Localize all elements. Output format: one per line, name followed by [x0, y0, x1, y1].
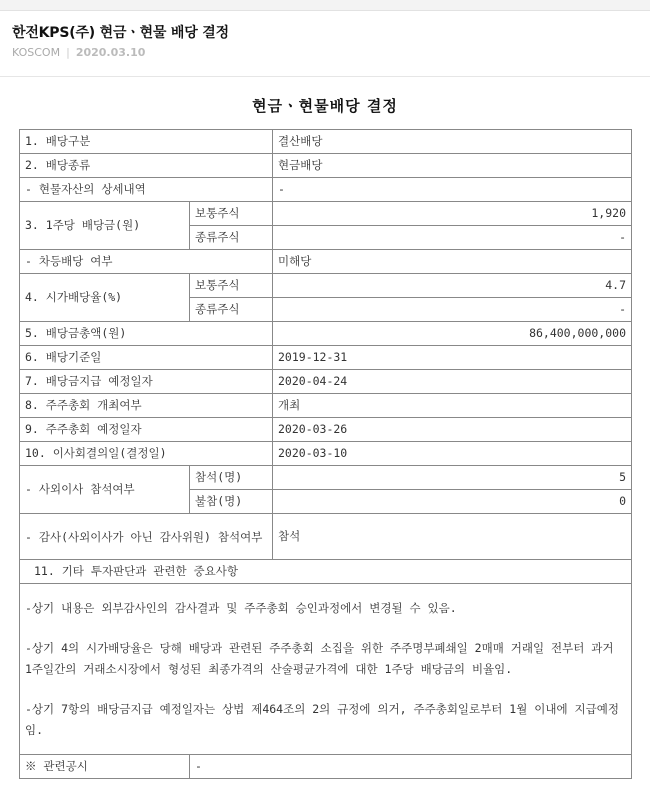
row-value: 개최: [273, 394, 632, 418]
row-label: 5. 배당금총액(원): [20, 322, 273, 346]
row-label: - 감사(사외이사가 아닌 감사위원) 참석여부: [20, 514, 273, 560]
sub-label: 종류주식: [190, 298, 273, 322]
meta-separator: |: [66, 46, 70, 59]
note-paragraph: -상기 내용은 외부감사인의 감사결과 및 주주총회 승인과정에서 변경될 수 있음.: [25, 600, 457, 615]
row-value: -: [190, 755, 632, 779]
table-row: [20, 250, 632, 274]
table-row: [20, 442, 632, 466]
row-value: 1,920: [273, 202, 632, 226]
table-row: [20, 202, 632, 226]
publish-date: 2020.03.10: [75, 46, 146, 59]
row-label: - 차등배당 여부: [20, 250, 273, 274]
table-row: [20, 560, 632, 584]
sub-label: 보통주식: [190, 274, 273, 298]
notes-cell: [20, 584, 632, 755]
row-value: 참석: [273, 514, 632, 560]
row-label: 7. 배당금지급 예정일자: [20, 370, 273, 394]
row-value: 2020-03-26: [273, 418, 632, 442]
row-value: 5: [273, 466, 632, 490]
row-value: 2019-12-31: [273, 346, 632, 370]
table-row: [20, 274, 632, 298]
row-label: 11. 기타 투자판단과 관련한 중요사항: [20, 560, 632, 584]
row-value: 결산배당: [273, 130, 632, 154]
row-value: -: [273, 178, 632, 202]
row-value: -: [273, 226, 632, 250]
article-title: 한전KPS(주) 현금ㆍ현물 배당 결정: [12, 25, 229, 41]
row-label: 4. 시가배당율(%): [20, 274, 190, 322]
table-row: [20, 346, 632, 370]
row-label: 3. 1주당 배당금(원): [20, 202, 190, 250]
row-label: ※ 관련공시: [20, 755, 190, 779]
article-header: [0, 10, 650, 77]
table-row: [20, 514, 632, 560]
table-row: [20, 466, 632, 490]
table-row: [20, 755, 632, 779]
sub-label: 보통주식: [190, 202, 273, 226]
row-value: 미해당: [273, 250, 632, 274]
row-label: 6. 배당기준일: [20, 346, 273, 370]
row-value: 현금배당: [273, 154, 632, 178]
row-label: 9. 주주총회 예정일자: [20, 418, 273, 442]
sub-label: 불참(명): [190, 490, 273, 514]
row-value: 4.7: [273, 274, 632, 298]
source-label: KOSCOM: [12, 46, 61, 59]
row-value: 2020-03-10: [273, 442, 632, 466]
row-label: 8. 주주총회 개최여부: [20, 394, 273, 418]
notes-row: [20, 584, 632, 755]
table-row: [20, 322, 632, 346]
table-row: [20, 130, 632, 154]
row-label: 1. 배당구분: [20, 130, 273, 154]
table-row: [20, 394, 632, 418]
sub-label: 종류주식: [190, 226, 273, 250]
row-label: 2. 배당종류: [20, 154, 273, 178]
document-title: 현금ㆍ현물배당 결정: [252, 97, 398, 115]
note-paragraph: -상기 4의 시가배당율은 당해 배당과 관련된 주주총회 소집을 위한 주주명부폐쇄일 2매매 거래일 전부터 과거 1주일간의 거래소시장에서 형성된 최종가격의 산술평균가격에 대한 1주당 배당금의 비율임.: [25, 640, 614, 676]
article-meta: [12, 46, 145, 59]
table-row: [20, 418, 632, 442]
table-row: [20, 154, 632, 178]
table-row: [20, 178, 632, 202]
row-value: 86,400,000,000: [273, 322, 632, 346]
note-paragraph: -상기 7항의 배당금지급 예정일자는 상법 제464조의 2의 규정에 의거, 주주총회일로부터 1월 이내에 지급예정임.: [25, 701, 619, 737]
row-label: - 현물자산의 상세내역: [20, 178, 273, 202]
row-label: 10. 이사회결의일(결정일): [20, 442, 273, 466]
row-value: 0: [273, 490, 632, 514]
disclosure-table: [19, 129, 632, 779]
row-value: 2020-04-24: [273, 370, 632, 394]
row-label: - 사외이사 참석여부: [20, 466, 190, 514]
sub-label: 참석(명): [190, 466, 273, 490]
table-row: [20, 370, 632, 394]
row-value: -: [273, 298, 632, 322]
